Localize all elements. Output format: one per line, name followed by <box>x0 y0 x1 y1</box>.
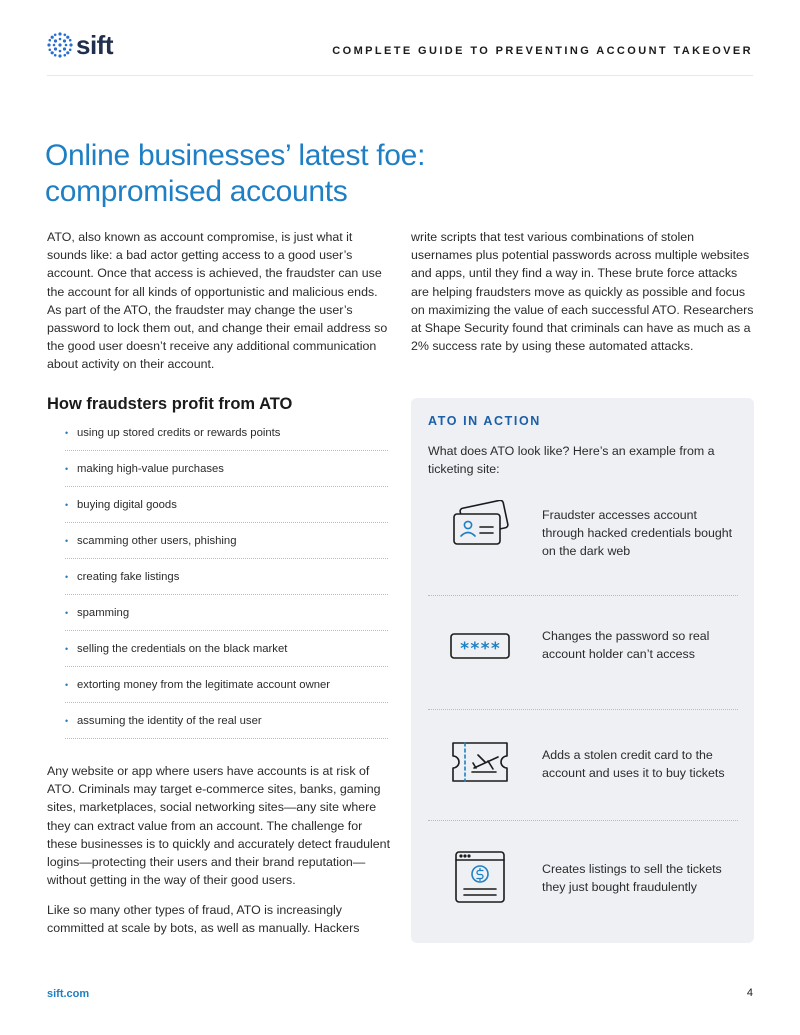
list-item-text: spamming <box>77 606 130 619</box>
list-item-text: buying digital goods <box>77 498 177 511</box>
sift-logo <box>47 32 113 58</box>
list-item <box>65 631 388 667</box>
ato-box-heading: ATO IN ACTION <box>428 414 541 428</box>
list-item <box>65 703 388 739</box>
list-item <box>65 523 388 559</box>
step-divider <box>428 820 738 821</box>
logo-wordmark: sift <box>76 30 113 60</box>
browser-dollar-icon <box>448 850 514 904</box>
list-item-text: creating fake listings <box>77 570 180 583</box>
bullet-icon: • <box>65 499 69 510</box>
bullet-icon: • <box>65 427 69 438</box>
step-divider <box>428 709 738 710</box>
brute-force-paragraph: write scripts that test various combinations of stolen usernames plus potential passwords across multiple websites and apps, until they find a way in. These brute force attacks are helping fraudsters move as quickly as possible and focus on maximizing the value of each successful ATO. Researchers at Shape Security found that criminals can have as much as a 2% success rate by using these automated attacks. <box>411 230 754 354</box>
credential-cards-icon <box>448 500 514 554</box>
list-item-text: selling the credentials on the black market <box>77 642 288 655</box>
page-title-line-1: Online businesses’ latest foe: <box>45 139 426 172</box>
profit-list <box>65 415 388 739</box>
list-item-text: extorting money from the legitimate account owner <box>77 678 331 691</box>
footer-website-link[interactable]: sift.com <box>47 988 90 1000</box>
list-item-text: assuming the identity of the real user <box>77 714 262 727</box>
profit-heading: How fraudsters profit from ATO <box>47 395 293 413</box>
bullet-icon: • <box>65 643 69 654</box>
step-1-text: Fraudster accesses account through hacked credentials bought on the dark web <box>542 508 733 559</box>
bullet-icon: • <box>65 571 69 582</box>
bullet-icon: • <box>65 715 69 726</box>
list-item <box>65 559 388 595</box>
page-title <box>45 138 565 210</box>
bullet-icon: • <box>65 463 69 474</box>
list-item <box>65 415 388 451</box>
list-item-text: making high-value purchases <box>77 462 224 475</box>
step-3-text: Adds a stolen credit card to the account and uses it to buy tickets <box>542 748 725 781</box>
password-mask-glyph: **** <box>459 639 501 659</box>
list-item <box>65 487 388 523</box>
list-item <box>65 667 388 703</box>
ato-box-intro: What does ATO look like? Here’s an example from a ticketing site: <box>428 444 715 477</box>
bullet-icon: • <box>65 679 69 690</box>
list-item-text: using up stored credits or rewards points <box>77 426 281 439</box>
list-item <box>65 595 388 631</box>
risk-paragraph: Any website or app where users have accounts is at risk of ATO. Criminals may target e-commerce sites, banks, gaming sites, marketplaces, social networking sites—any site where they can extract value from an account. The challenge for these businesses is to quickly and accurately detect fraudulent logins—protecting their users and their brand reputation—without getting in the way of their good users. <box>47 764 391 888</box>
list-item <box>65 451 388 487</box>
document-title: COMPLETE GUIDE TO PREVENTING ACCOUNT TAKEOVER <box>332 45 753 57</box>
bullet-icon: • <box>65 607 69 618</box>
step-divider <box>428 595 738 596</box>
list-item-text: scamming other users, phishing <box>77 534 237 547</box>
ato-in-action-box <box>411 398 754 943</box>
page-title-line-2: compromised accounts <box>45 175 348 208</box>
intro-paragraph: ATO, also known as account compromise, is just what it sounds like: a bad actor getting access to a good user’s account. Once that access is achieved, the fraudster can use the account for all kinds of opportunistic and malicious ends. As part of the ATO, the fraudster may change the user’s password to lock them out, and change their email address so the good user doesn’t receive any additional communication about activity on their account. <box>47 230 388 372</box>
step-2-text: Changes the password so real account holder can’t access <box>542 629 710 662</box>
page-number: 4 <box>746 987 753 999</box>
flight-ticket-icon <box>448 735 514 789</box>
page-header <box>47 30 753 76</box>
bullet-icon: • <box>65 535 69 546</box>
password-field-icon <box>448 620 514 674</box>
step-4-text: Creates listings to sell the tickets they just bought fraudulently <box>542 862 722 895</box>
bots-paragraph: Like so many other types of fraud, ATO is increasingly committed at scale by bots, as well as manually. Hackers <box>47 903 360 936</box>
sift-dots-icon <box>47 32 73 58</box>
